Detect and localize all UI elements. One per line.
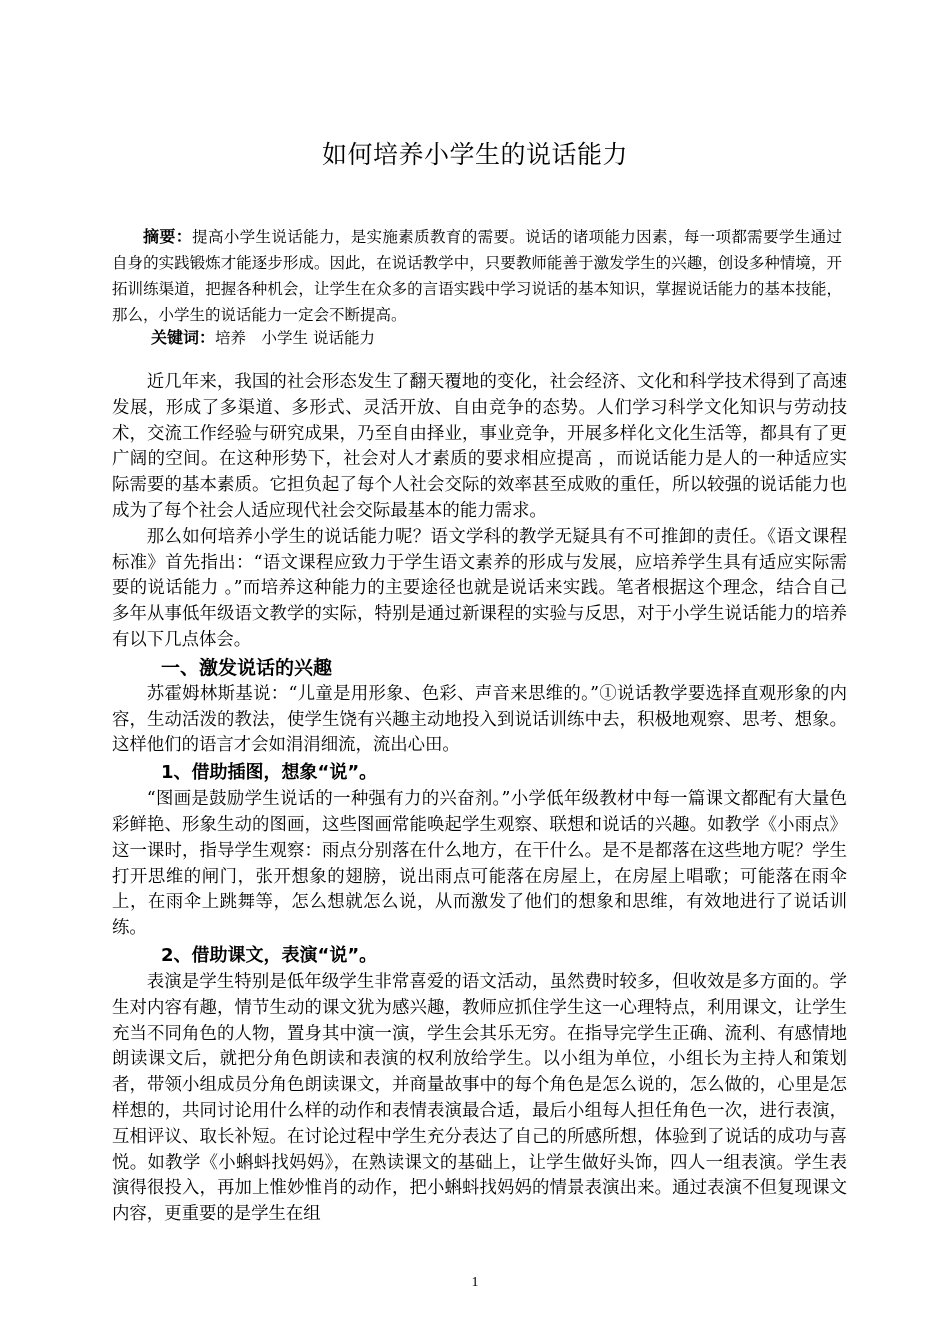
paragraph: “图画是鼓励学生说话的一种强有力的兴奋剂。”小学低年级教材中每一篇课文都配有大量色彩鲜艳、形象生动的图画，这些图画常能唤起学生观察、联想和说话的兴趣。如教学《小雨点》这一课时，指导学生观察：雨点分别落在什么地方，在干什么。是不是都落在这些地方呢？学生打开思维的闸门，张开想象的翅膀，说出雨点可能落在房屋上，在房屋上唱歌；可能落在雨伞上，在雨伞上跳舞等，怎么想就怎么说，从而激发了他们的想象和思维，有效地进行了说话训练。 bbox=[112, 789, 847, 939]
paragraph: 苏霍姆林斯基说：“儿童是用形象、色彩、声音来思维的。”①说话教学要选择直观形象的内容，生动活泼的教法，使学生饶有兴趣主动地投入到说话训练中去，积极地观察、思考、想象。这样他们的语言才会如涓涓细流，流出心田。 bbox=[112, 683, 847, 756]
paragraph: 那么如何培养小学生的说话能力呢？语文学科的教学无疑具有不可推卸的责任。《语文课程标准》首先指出：“语文课程应致力于学生语文素养的形成与发展，应培养学生具有适应实际需要的说话能力 。”而培养这种能力的主要途径也就是说话来实践。笔者根据这个理念，结合自己多年从事低年级语文教学的实际，特别是通过新课程的实验与反思，对于小学生说话能力的培养有以下几点体会。 bbox=[112, 526, 847, 650]
page-number: 1 bbox=[471, 1275, 479, 1290]
paragraph: 表演是学生特别是低年级学生非常喜爱的语文活动，虽然费时较多，但收效是多方面的。学生对内容有趣，情节生动的课文犹为感兴趣，教师应抓住学生这一心理特点，利用课文，让学生充当不同角色的人物，置身其中演一演，学生会其乐无穷。在指导完学生正确、流利、有感情地朗读课文后，就把分角色朗读和表演的权利放给学生。以小组为单位，小组长为主持人和策划者，带领小组成员分角色朗读课文，并商量故事中的每个角色是怎么说的，怎么做的，心里是怎样想的，共同讨论用什么样的动作和表情表演最合适，最后小组每人担任角色一次，进行表演，互相评议、取长补短。在讨论过程中学生充分表达了自己的所感所想，体验到了说话的成功与喜悦。如教学《小蝌蚪找妈妈》，在熟读课文的基础上，让学生做好头饰，四人一组表演。学生表演得很投入，再加上惟妙惟肖的动作，把小蝌蚪找妈妈的情景表演出来。通过表演不但复现课文内容，更重要的是学生在组 bbox=[112, 971, 847, 1225]
subsection-heading: 2、借助课文，表演“说”。 bbox=[161, 944, 378, 966]
abstract-label: 摘要： bbox=[143, 227, 193, 246]
document-title: 如何培养小学生的说话能力 bbox=[321, 140, 628, 169]
keywords-text: 培养 小学生 说话能力 bbox=[215, 329, 375, 347]
abstract-text: 提高小学生说话能力，是实施素质教育的需要。说话的诸项能力因素，每一项都需要学生通过自身的实践锻炼才能逐步形成。因此，在说话教学中，只要教师能善于激发学生的兴趣，创设多种情境，开拓训练渠道，把握各种机会，让学生在众多的言语实践中学习说话的基本知识，掌握说话能力的基本技能，那么，小学生的说话能力一定会不断提高。 bbox=[112, 228, 842, 324]
abstract bbox=[112, 224, 842, 328]
section-heading: 一、激发说话的兴趣 bbox=[161, 656, 333, 679]
keywords-label: 关键词： bbox=[151, 328, 216, 347]
paragraph: 近几年来，我国的社会形态发生了翻天覆地的变化，社会经济、文化和科学技术得到了高速发展，形成了多渠道、多形式、灵活开放、自由竞争的态势。人们学习科学文化知识与劳动技术，交流工作经验与研究成果，乃至自由择业，事业竞争，开展多样化文化生活等，都具有了更广阔的空间。在这种形势下，社会对人才素质的要求相应提高 ，而说话能力是人的一种适应实际需要的基本素质。它担负起了每个人社会交际的效率甚至成败的重任，所以较强的说话能力也成为了每个社会人适应现代社会交际最基本的能力需求。 bbox=[112, 372, 847, 521]
subsection-heading: 1、借助插图，想象“说”。 bbox=[161, 762, 378, 784]
keywords bbox=[151, 325, 841, 351]
body-text bbox=[112, 370, 847, 1228]
